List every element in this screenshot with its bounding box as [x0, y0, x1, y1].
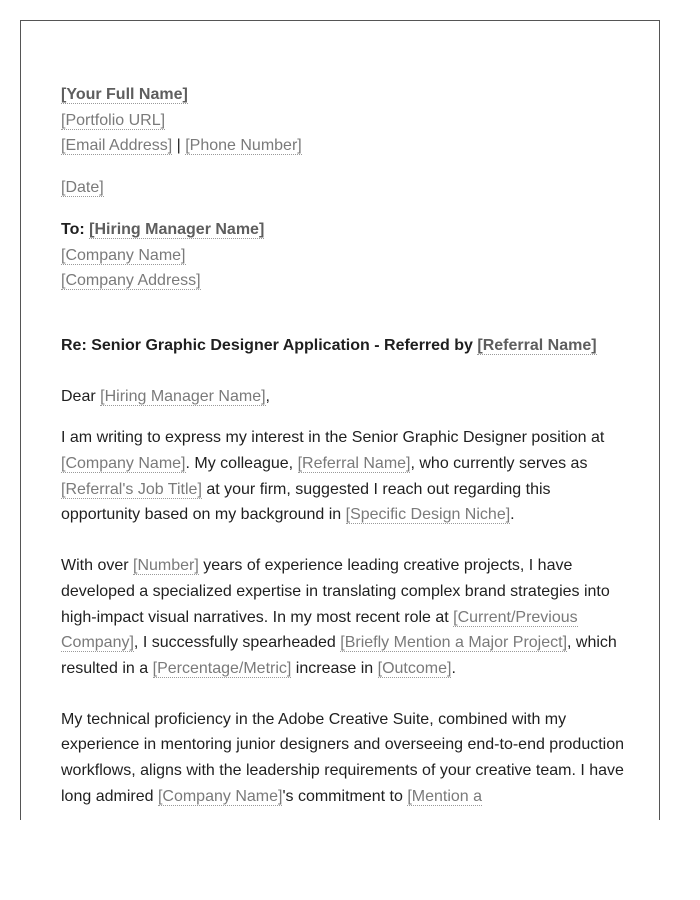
p2-text-3: , I successfully spearheaded [133, 634, 336, 652]
p1-text-5: . [510, 506, 515, 524]
portfolio-placeholder[interactable]: [Portfolio URL] [61, 111, 166, 129]
recipient-address-line [61, 268, 626, 294]
p1-text-1: I am writing to express my interest in the Senior Graphic Designer position at [61, 429, 605, 447]
p1-niche-placeholder[interactable]: [Specific Design Niche] [345, 506, 511, 524]
p1-text-3: , who currently serves as [410, 455, 588, 473]
body-paragraph-1 [61, 425, 626, 528]
p1-text-4: at your firm, suggested I reach out regarding this opportunity based on my background in [61, 480, 551, 524]
contact-separator: | [172, 137, 186, 155]
subject-referral-placeholder[interactable]: [Referral Name] [477, 336, 597, 354]
date-placeholder[interactable]: [Date] [61, 179, 104, 197]
to-label: To: [61, 220, 85, 238]
email-placeholder[interactable]: [Email Address] [61, 137, 173, 155]
body-paragraph-2 [61, 553, 626, 682]
p3-text-1: My technical proficiency in the Adobe Creative Suite, combined with my experience in mentoring junior designers and overseeing end-to-end production workflows, aligns with the leadership requirements of your creative team. I have long admired [61, 710, 625, 805]
sender-name-line [61, 82, 626, 108]
p1-company-placeholder[interactable]: [Company Name] [61, 455, 186, 473]
recipient-company-line [61, 243, 626, 269]
p3-text-2: 's commitment to [282, 787, 403, 805]
p1-text-2: . My colleague, [185, 455, 294, 473]
salutation-name-placeholder[interactable]: [Hiring Manager Name] [100, 387, 266, 405]
letter-content [61, 82, 626, 809]
company-address-placeholder[interactable]: [Company Address] [61, 272, 201, 290]
p2-years-placeholder[interactable]: [Number] [133, 557, 199, 575]
p3-company-placeholder[interactable]: [Company Name] [157, 787, 283, 805]
date-line [61, 175, 626, 201]
salutation-prefix: Dear [61, 387, 96, 405]
p1-referral-title-placeholder[interactable]: [Referral's Job Title] [61, 480, 202, 498]
p3-mention-placeholder[interactable]: [Mention a [407, 787, 483, 805]
salutation-suffix: , [265, 387, 270, 405]
portfolio-line [61, 108, 626, 134]
p2-text-6: . [451, 659, 456, 677]
p2-text-1: With over [61, 557, 129, 575]
subject-text: Re: Senior Graphic Designer Application - Referred by [61, 336, 473, 354]
letter-page [20, 20, 660, 820]
company-name-placeholder[interactable]: [Company Name] [61, 246, 186, 264]
body-paragraph-3 [61, 707, 626, 810]
subject-line [61, 333, 626, 359]
p2-project-placeholder[interactable]: [Briefly Mention a Major Project] [340, 634, 568, 652]
p2-text-5: increase in [291, 659, 374, 677]
hiring-manager-placeholder[interactable]: [Hiring Manager Name] [89, 220, 265, 238]
p1-referral-placeholder[interactable]: [Referral Name] [297, 455, 411, 473]
phone-placeholder[interactable]: [Phone Number] [185, 137, 302, 155]
salutation [61, 384, 626, 410]
contact-line [61, 133, 626, 159]
p2-text-2: years of experience leading creative projects, I have developed a specialized expertise in translating complex brand strategies into high-impact visual narratives. In my most recent role at [61, 557, 610, 626]
p2-metric-placeholder[interactable]: [Percentage/Metric] [152, 659, 292, 677]
p2-text-4: , which resulted in a [61, 634, 617, 677]
p2-company-placeholder[interactable]: [Current/Previous Company] [61, 608, 578, 652]
full-name-placeholder[interactable]: [Your Full Name] [61, 86, 188, 103]
p2-outcome-placeholder[interactable]: [Outcome] [377, 659, 452, 677]
recipient-name-line [61, 217, 626, 243]
